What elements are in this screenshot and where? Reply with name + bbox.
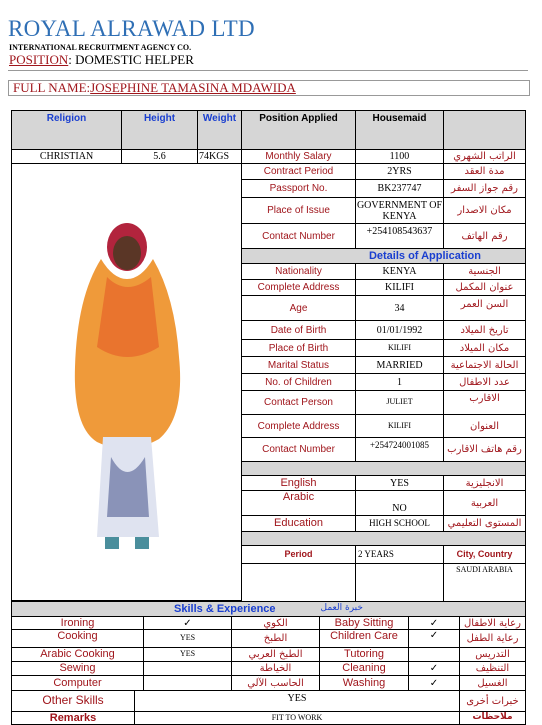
children-ar: عدد الاطفال [443, 373, 526, 391]
skill-arabic-cooking-label: Arabic Cooking [11, 647, 144, 662]
skill-computer-label: Computer [11, 675, 144, 691]
monthly-salary-label: Monthly Salary [241, 149, 356, 164]
other-skills-ar: خبرات أخرى [459, 690, 526, 712]
passport-label: Passport No. [241, 179, 356, 198]
contract-period-label: Contract Period [241, 163, 356, 180]
relative-contact-label: Contact Number [241, 437, 356, 462]
religion-value: CHRISTIAN [11, 149, 122, 164]
height-value: 5.6 [121, 149, 198, 164]
age-label: Age [241, 295, 356, 321]
education-label: Education [241, 515, 356, 532]
nationality-value: KENYA [355, 263, 444, 280]
relative-address-value: KILIFI [355, 414, 444, 438]
place-of-issue-value: GOVERNMENT OF KENYA [355, 197, 444, 224]
skill-sewing-label: Sewing [11, 661, 144, 676]
marital-status-value: MARRIED [355, 356, 444, 374]
skill-washing-label: Washing [319, 675, 409, 691]
relative-address-ar: العنوان [443, 414, 526, 438]
skill-babysitting-label: Baby Sitting [319, 616, 409, 630]
fullname-box [8, 80, 530, 96]
contract-period-value: 2YRS [355, 163, 444, 180]
skill-ironing-ar: الكوي [231, 616, 320, 630]
dob-ar: تاريخ الميلاد [443, 320, 526, 340]
place-of-birth-ar: مكان الميلاد [443, 339, 526, 357]
skills-bar [11, 601, 526, 617]
dob-label: Date of Birth [241, 320, 356, 340]
skill-computer-ar: الحاسب الآلي [231, 675, 320, 691]
contact-person-label: Contact Person [241, 390, 356, 415]
photo-frame [11, 163, 242, 601]
period-value: 2 YEARS [355, 545, 444, 564]
nationality-label: Nationality [241, 263, 356, 280]
skill-washing-value: ✓ [408, 675, 460, 691]
language-divider [241, 461, 526, 476]
arabic-value: NO [355, 490, 444, 516]
skill-cleaning-ar: التنظيف [459, 661, 526, 676]
contact-number-label: Contact Number [241, 223, 356, 249]
arabic-ar: العربية [443, 490, 526, 516]
position-line [9, 52, 194, 68]
religion-header: Religion [11, 110, 122, 150]
monthly-salary-value: 1100 [355, 149, 444, 164]
passport-value: BK237747 [355, 179, 444, 198]
skill-childcare-label: Children Care [319, 629, 409, 648]
other-skills-label: Other Skills [11, 690, 135, 712]
fullname-value: JOSEPHINE TAMASINA MDAWIDA [90, 80, 296, 95]
skill-washing-ar: الغسيل [459, 675, 526, 691]
other-skills-value: YES [134, 690, 460, 712]
height-header: Height [121, 110, 198, 150]
age-value: 34 [355, 295, 444, 321]
passport-ar: رقم جواز السفر [443, 179, 526, 198]
relative-contact-value: +254724001085 [355, 437, 444, 462]
skill-tutoring-value [408, 647, 460, 662]
skill-ironing-label: Ironing [11, 616, 144, 630]
dob-value: 01/01/1992 [355, 320, 444, 340]
housemaid-header: Housemaid [355, 110, 444, 150]
skill-cleaning-value: ✓ [408, 661, 460, 676]
place-of-birth-value: KILIFI [355, 339, 444, 357]
experience-row-blank-2 [355, 563, 444, 602]
city-country-header: City, Country [443, 545, 526, 564]
company-name: ROYAL ALRAWAD LTD [8, 16, 255, 41]
place-of-issue-ar: مكان الاصدار [443, 197, 526, 224]
remarks-label: Remarks [11, 711, 135, 725]
marital-status-ar: الحالة الاجتماعية [443, 356, 526, 374]
english-ar: الانجليزية [443, 475, 526, 491]
fullname-label: FULL NAME: [13, 80, 91, 95]
skill-arabic-cooking-value: YES [143, 647, 232, 662]
header-blank [443, 110, 526, 150]
position-applied-header: Position Applied [241, 110, 356, 150]
position-label: POSITION [9, 52, 69, 67]
applicant-photo [67, 207, 187, 567]
place-of-issue-label: Place of Issue [241, 197, 356, 224]
arabic-label: Arabic [241, 490, 356, 516]
marital-status-label: Marital Status [241, 356, 356, 374]
skill-babysitting-ar: رعاية الاطفال [459, 616, 526, 630]
complete-address-value: KILIFI [355, 279, 444, 296]
weight-value: 74KGS [197, 149, 242, 164]
english-value: YES [355, 475, 444, 491]
skill-cooking-ar: الطبخ [231, 629, 320, 648]
children-value: 1 [355, 373, 444, 391]
skill-arabic-cooking-ar: الطبخ العربي [231, 647, 320, 662]
monthly-salary-ar: الراتب الشهري [443, 149, 526, 164]
skill-cooking-value: YES [143, 629, 232, 648]
contact-number-value: +254108543637 [355, 223, 444, 249]
nationality-ar: الجنسية [443, 263, 526, 280]
skill-babysitting-value: ✓ [408, 616, 460, 630]
details-title: Details of Application [368, 249, 481, 262]
education-ar: المستوى التعليمي [443, 515, 526, 532]
position-value: : DOMESTIC HELPER [68, 52, 194, 67]
relative-address-label: Complete Address [241, 414, 356, 438]
complete-address-label: Complete Address [241, 279, 356, 296]
experience-row-blank [241, 563, 356, 602]
experience-divider [241, 531, 526, 546]
skill-childcare-ar: رعاية الطفل [459, 629, 526, 648]
skills-title: Skills & Experience [174, 602, 276, 615]
city-country-value: SAUDI ARABIA [443, 563, 526, 602]
skill-childcare-value: ✓ [408, 629, 460, 648]
skill-cooking-label: Cooking [11, 629, 144, 648]
remarks-ar: ملاحظات [459, 711, 526, 725]
place-of-birth-label: Place of Birth [241, 339, 356, 357]
complete-address-ar: عنوان المكمل [443, 279, 526, 296]
company-subtitle: INTERNATIONAL RECRUITMENT AGENCY CO. [9, 43, 192, 52]
skill-tutoring-ar: التدريس [459, 647, 526, 662]
skill-tutoring-label: Tutoring [319, 647, 409, 662]
children-label: No. of Children [241, 373, 356, 391]
period-header: Period [241, 545, 356, 564]
contact-person-value: JULIET [355, 390, 444, 415]
skill-computer-value [143, 675, 232, 691]
education-value: HIGH SCHOOL [355, 515, 444, 532]
age-ar: السن العمر [443, 295, 526, 321]
contact-person-ar: الاقارب [443, 390, 526, 415]
contact-number-ar: رقم الهاتف [443, 223, 526, 249]
skill-ironing-value: ✓ [143, 616, 232, 630]
english-label: English [241, 475, 356, 491]
skill-cleaning-label: Cleaning [319, 661, 409, 676]
remarks-value: FIT TO WORK [134, 711, 460, 725]
header-rule [8, 70, 528, 71]
skill-sewing-value [143, 661, 232, 676]
relative-contact-ar: رقم هاتف الاقارب [443, 437, 526, 462]
skills-title-ar: خبرة العمل [320, 603, 363, 614]
contract-period-ar: مدة العقد [443, 163, 526, 180]
skill-sewing-ar: الخياطة [231, 661, 320, 676]
details-bar [241, 248, 526, 264]
weight-header: Weight [197, 110, 242, 150]
